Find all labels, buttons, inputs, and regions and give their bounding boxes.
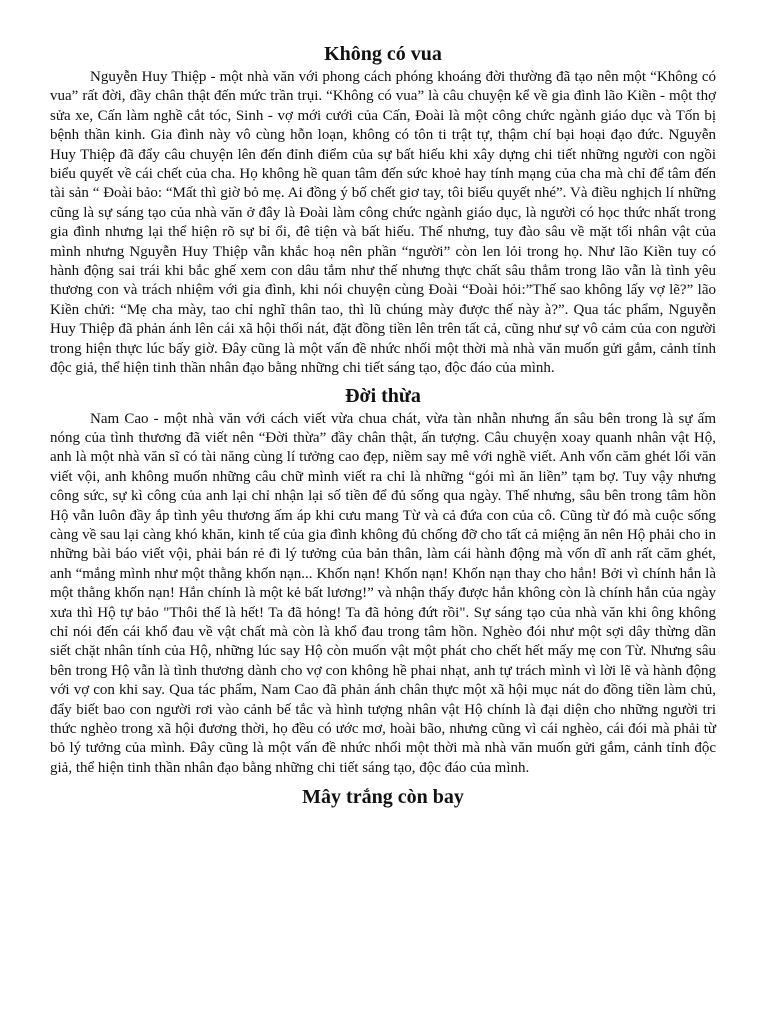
section-title-may-trang-con-bay: Mây trắng còn bay	[302, 786, 464, 809]
section-body-khong-co-vua: Nguyễn Huy Thiệp - một nhà văn với phong cách phóng khoáng đời thường đã tạo nên một “Không có vua” rất đời, đầy chân thật đến mức trần trụi. “Không có vua” là câu chuyện kể về gia đình lão Kiền - một thợ sửa xe, Cấn làm nghề cắt tóc, Sinh - vợ mới cưới của Cấn, Đoài là một công chức ngành giáo dục và Tốn bị bệnh thần kinh. Gia đình này vô cùng hỗn loạn, không có tôn ti trật tự, thậm chí bại hoại đạo đức. Nguyễn Huy Thiệp đã đẩy câu chuyện lên đến đỉnh điểm của sự bất hiếu khi xây dựng chi tiết những người con ngồi biểu quyết về cái chết của cha. Họ không hề quan tâm đến sức khoẻ hay tính mạng của cha mà chỉ để tâm đến tài sản “ Đoài bảo: “Mất thì giờ bỏ mẹ. Ai đồng ý bố chết giơ tay, tôi biểu quyết nhé”. Và điều nghịch lí những cũng là sự sáng tạo của nhà văn ở đây là Đoài làm công chức ngành giáo dục, là người có học thức nhất trong gia đình nhưng lại thể hiện rõ sự bỉ ổi, đê tiện và bất hiếu. Thế nhưng, tuy đào sâu về mặt tối nhân vật của mình nhưng Nguyễn Huy Thiệp vẫn khắc hoạ nên phần “người” còn len lỏi trong họ. Như lão Kiền tuy có hành động sai trái khi bắc ghế xem con dâu tắm như thế nhưng thực chất sâu thẳm trong lão vẫn là tình yêu thương con và trách nhiệm với gia đình, khi nói chuyện cùng Đoài “Đoài hỏi:”Thế sao không lấy vợ lẽ?” lão Kiền chửi: “Mẹ cha mày, tao chỉ nghĩ thân tao, thì lũ chúng mày được thế này à?”. Qua tác phẩm, Nguyễn Huy Thiệp đã phản ánh lên cái xã hội thối nát, đặt đồng tiền lên trên tất cả, cũng như sự vô cảm của con người trong hiện thực lúc bấy giờ. Đây cũng là một vấn đề nhức nhối một thời mà nhà văn muốn gửi gắm, cảnh tỉnh độc giả, thể hiện tinh thần nhân đạo bằng những chi tiết sáng tạo, độc đáo của mình.	[50, 69, 716, 377]
section-body-doi-thua: Nam Cao - một nhà văn với cách viết vừa chua chát, vừa tàn nhẫn nhưng ẩn sâu bên trong là sự ấm nóng của tình thương đã viết nên “Đời thừa” đầy chân thật, ấn tượng. Câu chuyện xoay quanh nhân vật Hộ, anh là một nhà văn sĩ có tài năng cùng lí tưởng cao đẹp, niềm say mê với nghề viết. Anh vốn căm ghét lối văn viết vội, anh không muốn những câu chữ mình viết ra chỉ là những “gói mì ăn liền” tạm bợ. Tuy vậy nhưng công sức, sự kì công của anh lại chỉ nhận lại số tiền để đủ sống qua ngày. Thế nhưng, sâu bên trong tâm hồn Hộ vẫn luôn đầy ắp tình yêu thương ấm áp khi cưu mang Từ và cả đứa con của cô. Cũng từ đó mà cuộc sống càng về sau lại càng khó khăn, kinh tế của gia đình không đủ chống đỡ cho tất cả miệng ăn nên Hộ phải cho in những bài báo viết vội, phải bán rẻ đi lý tưởng của bản thân, làm cái hành động mà vốn dĩ anh rất căm ghét, anh “mắng mình như một thằng khốn nạn... Khốn nạn! Khốn nạn! Khốn nạn thay cho hắn! Bởi vì chính hắn là một thằng khốn nạn! Hắn chính là một kẻ bất lương!” và nhận thấy được hắn không còn là chính hắn của ngày xưa thì Hộ tự bảo "Thôi thế là hết! Ta đã hỏng! Ta đã hỏng đứt rồi". Sự sáng tạo của nhà văn khi ông không chỉ nói đến cái khổ đau về vật chất mà còn là khổ đau trong tâm hồn. Nghèo đói như một sợi dây thừng dần siết chặt nhân tính của Hộ, những lúc say Hộ còn muốn vật một phát cho chết hết mấy mẹ con Từ. Nhưng sâu bên trong Hộ vẫn là tình thương dành cho vợ con không hề phai nhạt, anh tự trách mình vì lời lẽ và hành động với vợ con khi say. Qua tác phẩm, Nam Cao đã phản ánh chân thực một xã hội mục nát do đồng tiền làm chủ, đẩy biết bao con người rơi vào cảnh bế tắc và hình tượng nhân vật Hộ chính là đại diện cho những người tri thức nghèo trong xã hội đương thời, họ đều có ước mơ, hoài bão, nhưng cũng vì cái nghèo, cái đói mà phải từ bỏ lý tưởng của mình. Đây cũng là một vấn đề nhức nhối một thời mà nhà văn muốn gửi gắm, cảnh tỉnh độc giả, thể hiện tinh thần nhân đạo bằng những chi tiết sáng tạo, độc đáo của mình.	[50, 410, 716, 776]
document-page	[50, 40, 716, 811]
section-title-doi-thua: Đời thừa	[345, 384, 421, 407]
section-title-khong-co-vua: Không có vua	[324, 43, 442, 65]
